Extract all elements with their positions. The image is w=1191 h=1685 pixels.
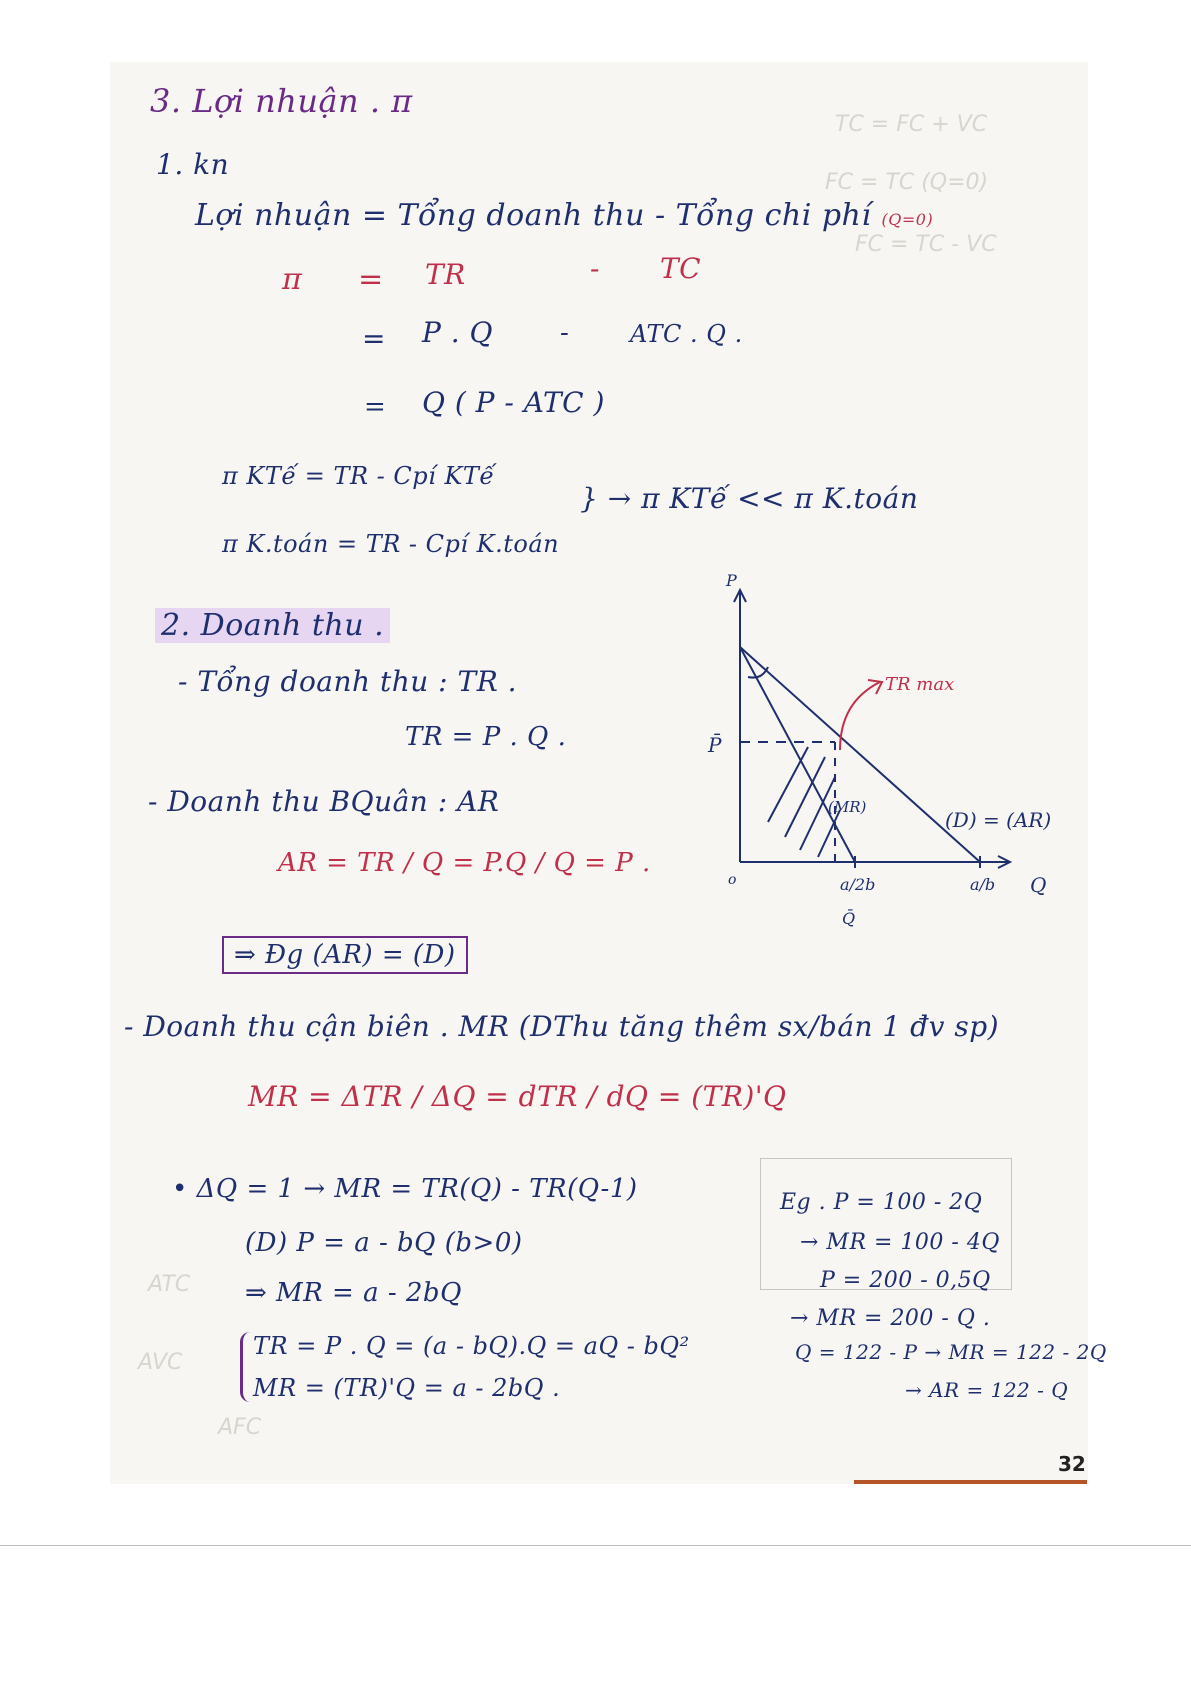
x-tick-a2b: a/2b [840,875,876,894]
eq2-minus: - [560,318,570,348]
mr-discrete-formula: • ΔQ = 1 → MR = TR(Q) - TR(Q-1) [172,1174,638,1204]
economic-profit: π KTế = TR - Cpí KTế [222,462,495,490]
mr-expansion: MR = (TR)'Q = a - 2bQ . [253,1374,561,1402]
example-line-5: Q = 122 - P → MR = 122 - 2Q [795,1340,1107,1364]
ghost-text-1: TC = FC + VC [835,112,988,137]
eq3-factored: Q ( P - ATC ) [422,386,605,419]
x-tick-ab: a/b [970,875,996,894]
eq1-minus: - [590,252,600,285]
example-line-2: → MR = 100 - 4Q [800,1230,1000,1255]
mr-line [740,647,855,862]
y-axis-label: P [726,572,737,590]
example-line-4: → MR = 200 - Q . [790,1306,991,1331]
example-line-1: Eg . P = 100 - 2Q [780,1190,983,1215]
revenue-diagram [690,572,1075,952]
ar-equals-d [222,940,468,970]
ghost-text-6: AFC [218,1415,262,1440]
profit-definition-note: (Q=0) [881,210,934,229]
subsection-definition: 1. kn [156,148,230,181]
x-tick-qbar: Q̄ [842,909,856,928]
subsection-revenue [155,608,390,643]
eq2-equals: = [362,322,386,355]
example-line-3: P = 200 - 0,5Q [820,1268,991,1293]
linear-demand: (D) P = a - bQ (b>0) [245,1228,523,1258]
profit-definition-text: Lợi nhuận = Tổng doanh thu - Tổng chi phí [195,198,872,233]
ar-demand-box: ⇒ Đg (AR) = (D) [222,936,468,974]
total-revenue-label: - Tổng doanh thu : TR . [178,665,518,698]
x-axis-label: Q [1030,873,1047,897]
eq3-equals: = [364,392,387,422]
eq1-tr: TR [425,258,466,291]
eq1-tc: TC [660,252,702,285]
ghost-text-4: ATC [148,1272,191,1297]
ghost-text-5: AVC [138,1350,183,1375]
demand-curve-label: (D) = (AR) [945,808,1052,832]
profit-comparison: } → π KTế << π K.toán [580,482,919,515]
hatch-1 [768,747,808,822]
profit-symbol: π [282,262,303,297]
ghost-text-3: FC = TC - VC [855,232,997,257]
example-line-6: → AR = 122 - Q [905,1378,1069,1402]
mr-curve-label: (MR) [828,798,867,816]
section-heading: 3. Lợi nhuận . π [150,82,413,120]
tr-max-arrow [840,682,880,750]
derivation-bracket [240,1332,690,1402]
average-revenue-formula: AR = TR / Q = P.Q / Q = P . [278,848,651,878]
total-revenue-formula: TR = P . Q . [405,722,567,752]
profit-definition [195,198,933,233]
page-number: 32 [1058,1452,1086,1476]
tr-max-label: TR max [885,674,955,695]
eq2-pq: P . Q [422,316,493,349]
page-edge-stripe [854,1480,1087,1484]
ghost-text-2: FC = TC (Q=0) [825,170,989,195]
eq1-equals: = [358,262,384,297]
revenue-heading: 2. Doanh thu . [155,608,390,643]
eq2-atcq: ATC . Q . [630,320,743,348]
hatch-4 [818,810,840,857]
origin-label: o [728,872,737,888]
average-revenue-label: - Doanh thu BQuân : AR [148,785,500,818]
mr-result: ⇒ MR = a - 2bQ [245,1278,462,1308]
marginal-revenue-label: - Doanh thu cận biên . MR (DThu tăng thêm sx/bán 1 đv sp) [124,1010,1000,1043]
marginal-revenue-formula: MR = ΔTR / ΔQ = dTR / dQ = (TR)'Q [248,1080,787,1113]
page-divider [0,1545,1191,1546]
p-bar-label: P̄ [708,733,722,757]
tr-expansion: TR = P . Q = (a - bQ).Q = aQ - bQ² [253,1332,690,1360]
accounting-profit: π K.toán = TR - Cpí K.toán [222,530,560,558]
